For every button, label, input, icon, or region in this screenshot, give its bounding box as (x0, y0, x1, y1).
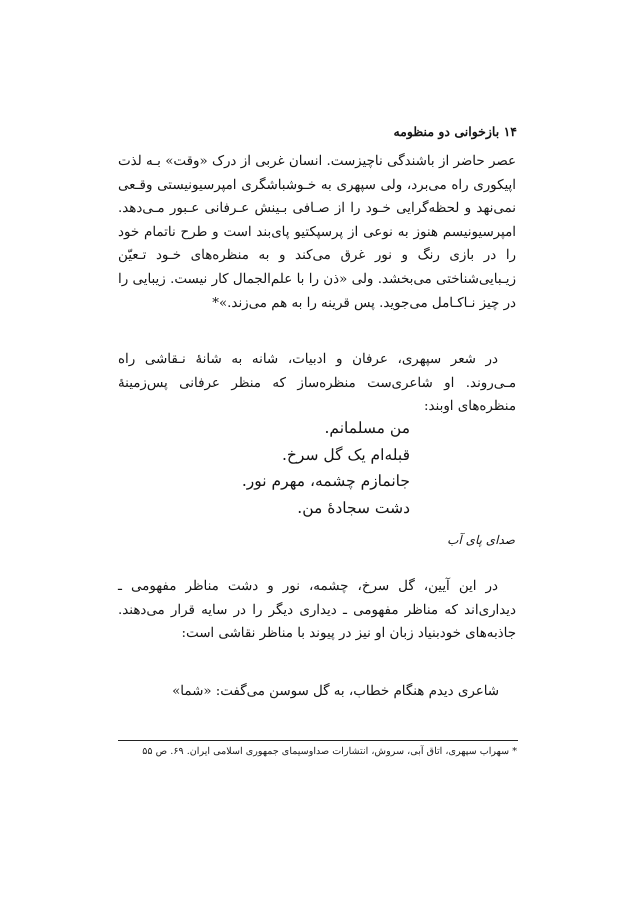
paragraph-2 (118, 348, 516, 419)
poem-line: قبله‌ام یک گل سرخ. (282, 445, 410, 464)
poem (110, 415, 410, 522)
paragraph-1-line: بازی رنگ و نور غرق می‌کند و به منظره‌های خـود تـعیّن زیـبایی‌شناختی (118, 248, 516, 287)
poem-line: جانمازم چشمه، مهرم نور. (241, 472, 410, 491)
footnote-divider (118, 740, 518, 741)
paragraph-1-line: عصر حاضر از باشندگی ناچیزست. انسان غربی از درک «وقت» بـه لذت (118, 154, 516, 169)
poem-line: دشت سجادهٔ من. (297, 499, 410, 518)
paragraph-3-line: مناظر مفهومی ـ دیداری دیگر را در سایه قرار می‌دهند. (118, 602, 439, 618)
paragraph-3 (118, 575, 516, 646)
paragraph-1 (118, 150, 516, 315)
paragraph-1-line: می‌بخشد. ولی «ذن را با علم‌الجمال کار نیست. زیبایی را در چیز نـاکـامل (118, 271, 516, 311)
paragraph-1-line: امپرسیونیسم هنوز به نوعی از پرسپکتیو پای‌بند است و طرح ناتمام خود را در (118, 224, 517, 264)
paragraph-1-line: نمی‌نهد و لحظه‌گرایی خـود را از صـافی بـینش عـرفانی عـبور مـی‌دهد. (118, 201, 516, 217)
poem-source: صدای پای آب (447, 533, 515, 547)
paragraph-3-line: جاذبه‌های خودبنیاد زبان او نیز در پیوند با مناظر نقاشی است: (181, 626, 516, 642)
paragraph-4: شاعری دیدم هنگام خطاب، به گل سوسن می‌گفت: «شما» (172, 684, 499, 699)
running-head: ۱۴ بازخوانی دو منظومه (393, 124, 517, 139)
footnote: * سهراب سپهری، اتاق آبی، سروش، انتشارات صداوسیمای جمهوری اسلامی ایران. ۶۹. ص ۵۵ (142, 746, 517, 757)
paragraph-1-line: اپیکوری راه می‌برد، ولی سپهری به خـوشباشگری امپرسیونیستی وقـعی (118, 177, 516, 193)
paragraph-3-line: در این آیین، گل سرخ، چشمه، نور و دشت مناظر مفهومی ـ دیداری‌اند که (118, 579, 516, 618)
poem-line: من مسلمانم. (324, 419, 410, 437)
paragraph-2-line: شاعری‌ست منظره‌ساز که منظر عرفانی پس‌زمینهٔ منظره‌های اوبند: (118, 375, 516, 415)
paragraph-2-line: در شعر سپهری، عرفان و ادبیات، شانه به شانهٔ نـقاشی راه مـی‌روند. او (118, 352, 516, 391)
paragraph-1-line: می‌جوید. پس قرینه را به هم می‌زند.»* (212, 295, 428, 311)
